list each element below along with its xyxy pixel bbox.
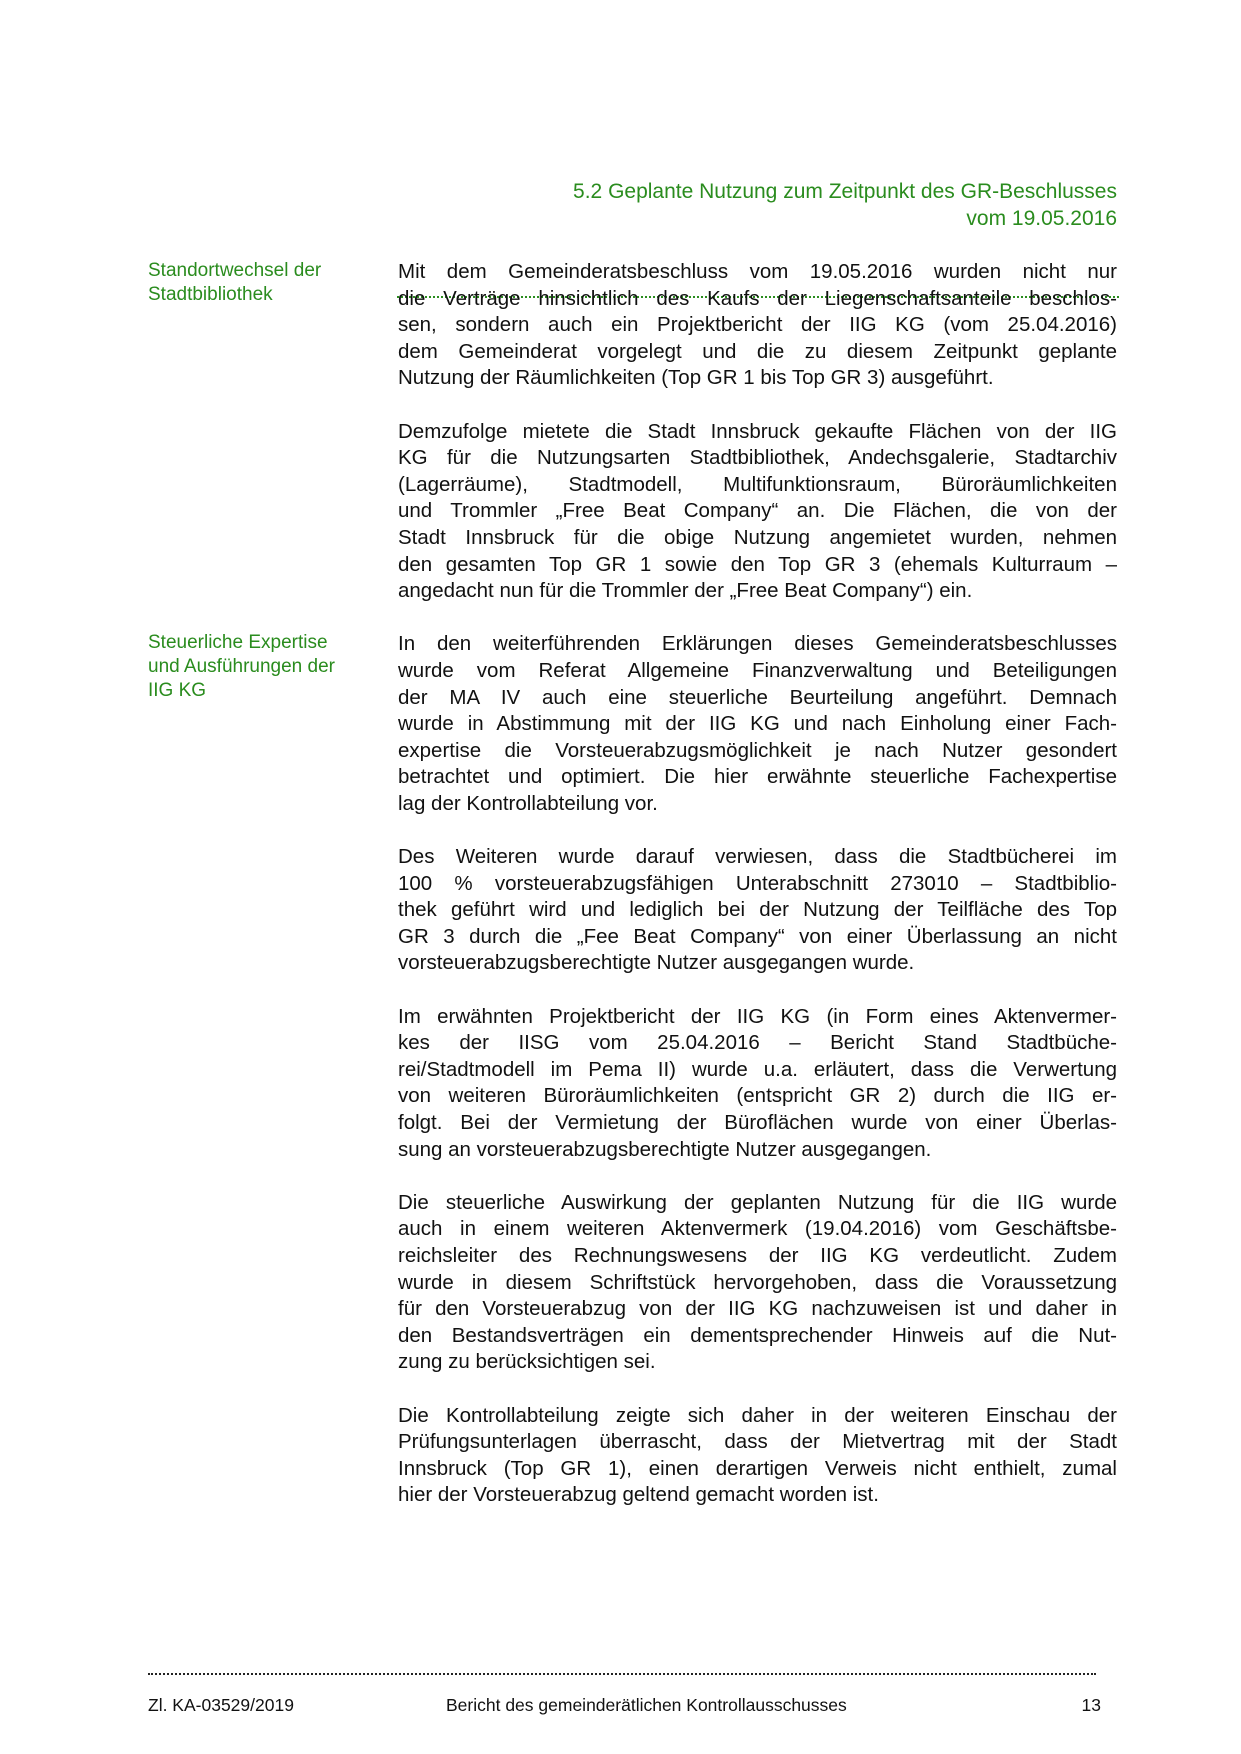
paragraph-line: In den weiterführenden Erklärungen dieses Gemeinderatsbeschlusses (398, 632, 1117, 656)
paragraph (398, 1403, 1117, 1509)
margin-label-standortwechsel (148, 259, 378, 307)
margin-label-line: Standortwechsel der (148, 260, 322, 281)
paragraph (398, 259, 1117, 392)
paragraph-line: angedacht nun für die Trommler der „Free Beat Company“) ein. (398, 579, 973, 603)
paragraph-line: Die steuerliche Auswirkung der geplanten Nutzung für die IIG wurde (398, 1190, 1117, 1214)
paragraph-line: lag der Kontrollabteilung vor. (398, 791, 658, 815)
paragraph-line: Im erwähnten Projektbericht der IIG KG (in Form eines Aktenvermer- (398, 1004, 1117, 1028)
paragraph-line: GR 3 durch die „Fee Beat Company“ von einer Überlassung an nicht (398, 924, 1117, 948)
paragraph (398, 631, 1117, 817)
paragraph-line: den gesamten Top GR 1 sowie den Top GR 3 (ehemals Kulturraum – (398, 552, 1117, 576)
paragraph-line: dem Gemeinderat vorgelegt und die zu diesem Zeitpunkt geplante (398, 339, 1117, 363)
paragraph-line: die Verträge hinsichtlich des Kaufs der Liegenschaftsanteile beschlos- (398, 286, 1117, 310)
margin-label-line: Stadtbibliothek (148, 284, 273, 305)
paragraph-line: betrachtet und optimiert. Die hier erwähnte steuerliche Fachexpertise (398, 765, 1117, 789)
paragraph-line: kes der IISG vom 25.04.2016 – Bericht Stand Stadtbüche- (398, 1031, 1117, 1055)
paragraph-line: und Trommler „Free Beat Company“ an. Die Flächen, die von der (398, 499, 1117, 523)
paragraph-line: von weiteren Büroräumlichkeiten (entspricht GR 2) durch die IIG er- (398, 1084, 1117, 1108)
footer-title: Bericht des gemeinderätlichen Kontrollausschusses (446, 1695, 847, 1715)
paragraph-line: auch in einem weiteren Aktenvermerk (19.04.2016) vom Geschäftsbe- (398, 1217, 1117, 1241)
paragraph-line: Prüfungsunterlagen überrascht, dass der Mietvertrag mit der Stadt (398, 1430, 1117, 1454)
paragraph-line: Demzufolge mietete die Stadt Innsbruck gekaufte Flächen von der IIG (398, 419, 1117, 443)
paragraph-line: 100 % vorsteuerabzugsfähigen Unterabschnitt 273010 – Stadtbiblio- (398, 871, 1117, 895)
paragraph (398, 419, 1117, 605)
paragraph-line: der MA IV auch eine steuerliche Beurteilung angeführt. Demnach (398, 685, 1117, 709)
paragraph-line: wurde in Abstimmung mit der IIG KG und nach Einholung einer Fach- (398, 712, 1117, 736)
paragraph-line: Des Weiteren wurde darauf verwiesen, dass die Stadtbücherei im (398, 845, 1117, 869)
paragraph (398, 1004, 1117, 1164)
section-heading-line1: 5.2 Geplante Nutzung zum Zeitpunkt des GR-Beschlusses (573, 180, 1117, 203)
margin-label-line: IIG KG (148, 680, 207, 701)
paragraph (398, 1190, 1117, 1376)
section-heading-line2: vom 19.05.2016 (966, 207, 1117, 230)
paragraph-line: Die Kontrollabteilung zeigte sich daher in der weiteren Einschau der (398, 1403, 1117, 1427)
paragraph-line: für den Vorsteuerabzug von der IIG KG nachzuweisen ist und daher in (398, 1297, 1117, 1321)
paragraph-line: vorsteuerabzugsberechtigte Nutzer ausgegangen wurde. (398, 951, 915, 975)
paragraph-line: Mit dem Gemeinderatsbeschluss vom 19.05.2016 wurden nicht nur (398, 260, 1117, 283)
paragraph-line: expertise die Vorsteuerabzugsmöglichkeit je nach Nutzer gesondert (398, 738, 1117, 762)
paragraph-line: wurde vom Referat Allgemeine Finanzverwaltung und Beteiligungen (398, 658, 1117, 682)
paragraph-line: (Lagerräume), Stadtmodell, Multifunktionsraum, Büroräumlichkeiten (398, 472, 1117, 496)
page-footer (148, 1694, 1101, 1716)
paragraph-line: reichsleiter des Rechnungswesens der IIG KG verdeutlicht. Zudem (398, 1243, 1117, 1267)
paragraph-line: rei/Stadtmodell im Pema II) wurde u.a. erläutert, dass die Verwertung (398, 1057, 1117, 1081)
paragraph-line: sen, sondern auch ein Projektbericht der IIG KG (vom 25.04.2016) (398, 313, 1117, 337)
body-text (398, 259, 1117, 1536)
paragraph-line: den Bestandsverträgen ein dementsprechender Hinweis auf die Nut- (398, 1323, 1117, 1347)
paragraph-line: zung zu berücksichtigen sei. (398, 1350, 656, 1374)
section-heading (417, 178, 1117, 232)
paragraph-line: KG für die Nutzungsarten Stadtbibliothek, Andechsgalerie, Stadtarchiv (398, 446, 1117, 470)
paragraph-line: Innsbruck (Top GR 1), einen derartigen Verweis nicht enthielt, zumal (398, 1456, 1117, 1480)
paragraph-line: hier der Vorsteuerabzug geltend gemacht worden ist. (398, 1483, 879, 1507)
paragraph-line: wurde in diesem Schriftstück hervorgehoben, dass die Voraussetzung (398, 1270, 1117, 1294)
paragraph-line: thek geführt wird und lediglich bei der Nutzung der Teilfläche des Top (398, 898, 1117, 922)
margin-label-line: Steuerliche Expertise (148, 632, 328, 653)
margin-label-line: und Ausführungen der (148, 656, 335, 677)
footer-divider (148, 1673, 1096, 1675)
margin-label-steuerliche-expertise (148, 631, 378, 703)
paragraph (398, 844, 1117, 977)
page-number: 13 (1081, 1695, 1101, 1715)
paragraph-line: folgt. Bei der Vermietung der Büroflächen wurde von einer Überlas- (398, 1111, 1117, 1134)
paragraph-line: Stadt Innsbruck für die obige Nutzung angemietet wurden, nehmen (398, 525, 1117, 549)
footer-reference: Zl. KA-03529/2019 (148, 1695, 294, 1715)
paragraph-line: sung an vorsteuerabzugsberechtigte Nutzer ausgegangen. (398, 1137, 932, 1161)
paragraph-line: Nutzung der Räumlichkeiten (Top GR 1 bis Top GR 3) ausgeführt. (398, 366, 994, 390)
